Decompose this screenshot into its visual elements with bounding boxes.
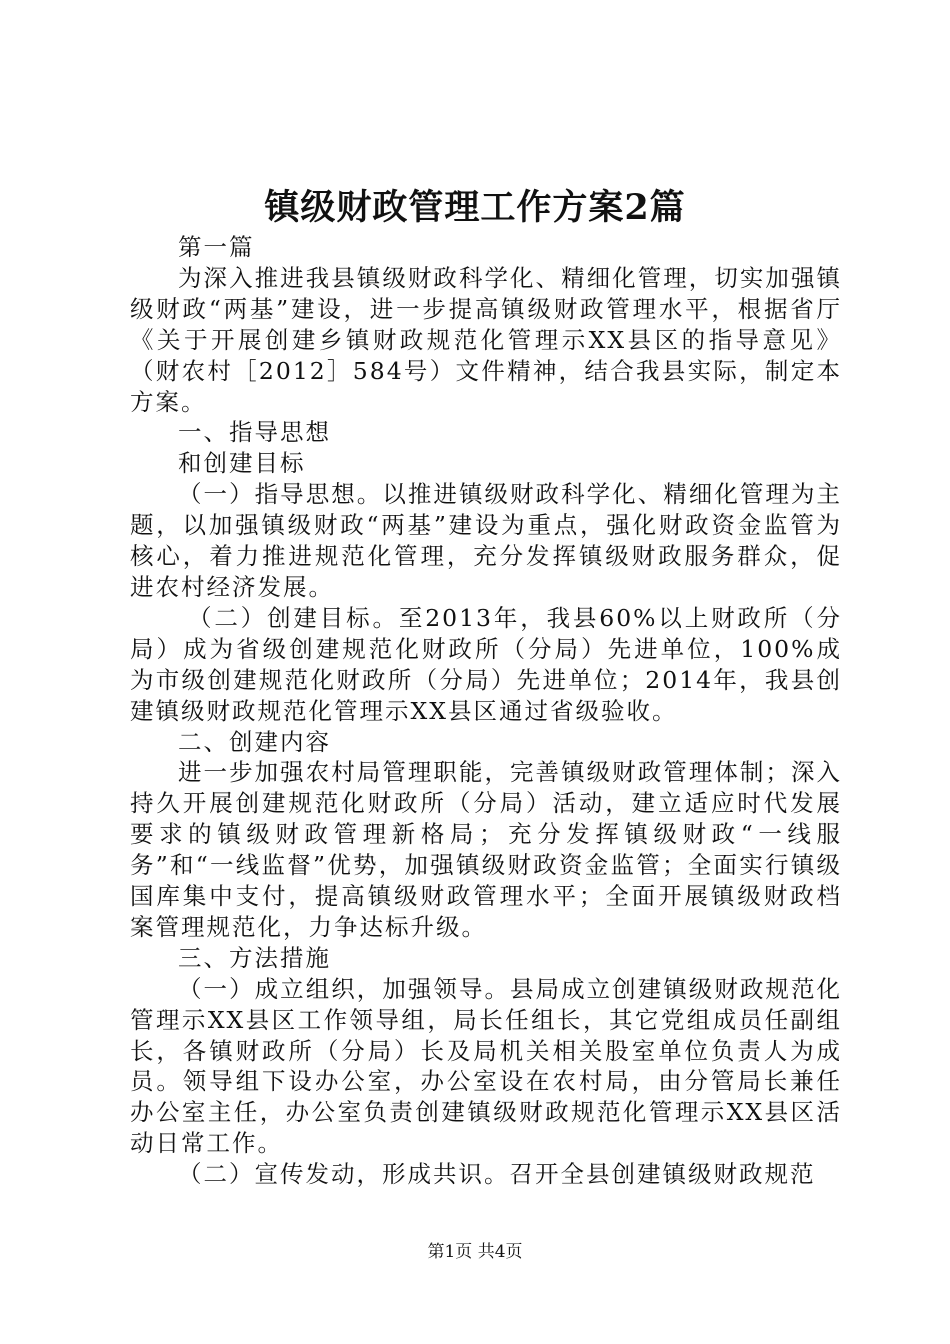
page-footer: 第1页 共4页 bbox=[427, 1242, 523, 1262]
measure-two-paragraph: （二）宣传发动，形成共识。召开全县创建镇级财政规范 bbox=[178, 1160, 816, 1189]
content-paragraph: 进一步加强农村局管理职能，完善镇级财政管理体制；深入持久开展创建规范化财政所（分局）活动，建立适应时代发展要求的镇级财政管理新格局；充分发挥镇级财政“一线服务”和“一线监督”优势，加强镇级财政资金监管；全面实行镇级国库集中支付，提高镇级财政管理水平；全面开展镇级财政档案管理规范化，力争达标升级。 bbox=[130, 758, 842, 941]
section-heading-part-one: 第一篇 bbox=[178, 233, 255, 261]
section-heading-measures: 三、方法措施 bbox=[178, 943, 331, 972]
document-body bbox=[130, 232, 842, 1190]
section-heading-continuation: 和创建目标 bbox=[178, 449, 306, 478]
section-heading-content: 二、创建内容 bbox=[178, 727, 331, 756]
intro-paragraph: 为深入推进我县镇级财政科学化、精细化管理，切实加强镇级财政“两基”建设，进一步提高镇级财政管理水平，根据省厅《关于开展创建乡镇财政规范化管理示XX县区的指导意见》（财农村［2012］584号）文件精神，结合我县实际，制定本方案。 bbox=[130, 263, 842, 416]
section-heading-guiding-thought: 一、指导思想 bbox=[178, 418, 331, 447]
creation-goal-paragraph: （二）创建目标。至2013年，我县60%以上财政所（分局）成为省级创建规范化财政所（分局）先进单位，100%成为市级创建规范化财政所（分局）先进单位；2014年，我县创建镇级财政规范化管理示XX县区通过省级验收。 bbox=[130, 603, 842, 725]
measure-one-paragraph: （一）成立组织，加强领导。县局成立创建镇级财政规范化管理示XX县区工作领导组，局长任组长，其它党组成员任副组长，各镇财政所（分局）长及局机关相关股室单位负责人为成员。领导组下设办公室，办公室设在农村局，由分管局长兼任办公室主任，办公室负责创建镇级财政规范化管理示XX县区活动日常工作。 bbox=[130, 974, 842, 1158]
document-title: 镇级财政管理工作方案2篇 bbox=[264, 187, 686, 228]
guiding-thought-paragraph: （一）指导思想。以推进镇级财政科学化、精细化管理为主题，以加强镇级财政“两基”建设为重点，强化财政资金监管为核心，着力推进规范化管理，充分发挥镇级财政服务群众，促进农村经济发展。 bbox=[130, 480, 842, 601]
